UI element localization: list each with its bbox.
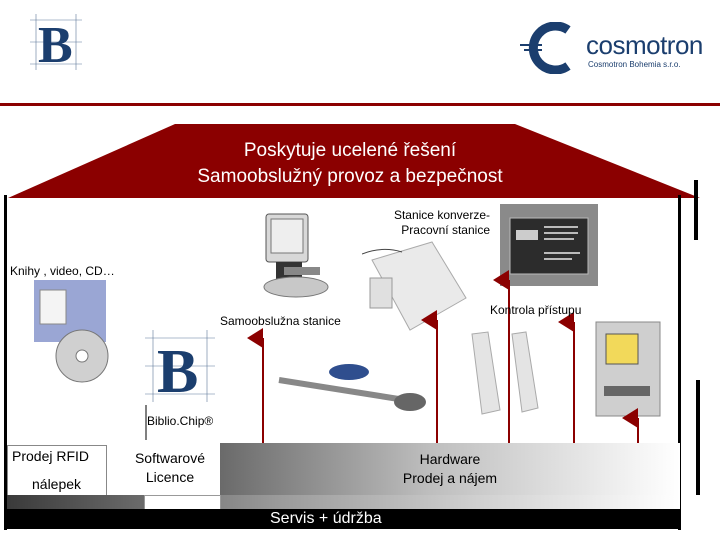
software-line1: Softwarové [134, 450, 206, 466]
hardware-line2: Prodej a nájem [402, 470, 498, 486]
cosmotron-name: cosmotron [586, 30, 703, 60]
stanice-label-line2: Pracovní stanice [401, 223, 490, 237]
svg-text:B: B [38, 17, 73, 72]
svg-text:B: B [157, 338, 199, 402]
hardware-box [220, 443, 680, 495]
software-box [120, 440, 220, 495]
servis-gradient [7, 495, 680, 509]
software-line2: Licence [145, 469, 195, 485]
roof-title-line2: Samoobslužný provoz a bezpečnost [197, 166, 503, 187]
roof-title-line1: Poskytuje ucelené řešení [243, 140, 457, 161]
stanice-label-line1: Stanice konverze- [393, 208, 490, 222]
hardware-line1: Hardware [419, 451, 481, 467]
cosmotron-subtitle: Cosmotron Bohemia s.r.o. [588, 60, 681, 69]
rfid-line2: nálepek [32, 476, 82, 492]
samoobsluzna-label: Samoobslužna stanice [220, 314, 341, 328]
bibliochip-label: Biblio.Chip® [147, 414, 214, 428]
rfid-line1: Prodej RFID [12, 448, 90, 464]
kontrola-label: Kontrola přístupu [490, 303, 582, 317]
rfid-box [7, 445, 107, 497]
stanice-label [350, 208, 490, 238]
servis-label: Servis + údržba [270, 510, 382, 527]
knihy-label: Knihy , video, CD… [10, 264, 115, 278]
